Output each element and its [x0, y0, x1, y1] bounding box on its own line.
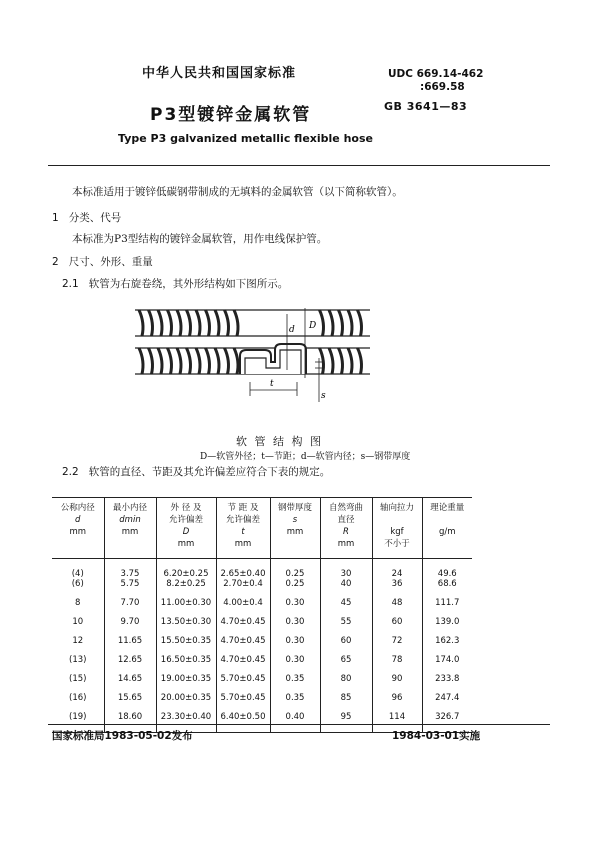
dim-label-d: d — [289, 325, 295, 335]
winding-stroke — [177, 348, 181, 374]
cell-weight: 139.0 — [422, 617, 472, 636]
cell-strip-thickness: 0.30 — [270, 617, 320, 636]
winding-stroke — [158, 348, 162, 374]
section-2-heading — [52, 254, 153, 269]
winding-stroke — [358, 348, 362, 374]
section-1-number: 1 — [52, 212, 59, 224]
cell-strip-thickness: 0.25 — [270, 579, 320, 598]
cell-strip-thickness: 0.30 — [270, 655, 320, 674]
cell-outer-diameter: 13.50±0.30 — [156, 617, 216, 636]
cell-outer-diameter: 23.30±0.40 — [156, 712, 216, 733]
cell-min-id: 3.75 — [104, 559, 156, 580]
cell-nominal-id: (6) — [71, 579, 84, 589]
col-header-nominal-id: 公称内径 d mm — [60, 503, 95, 537]
winding-stroke — [234, 310, 238, 336]
cell-outer-diameter: 11.00±0.30 — [156, 598, 216, 617]
clause-2-1-number: 2.1 — [62, 278, 79, 290]
winding-stroke — [320, 310, 324, 336]
cell-weight: 162.3 — [422, 636, 472, 655]
cell-weight: 68.6 — [422, 579, 472, 598]
dim-label-D: D — [309, 321, 317, 331]
footer-divider — [48, 724, 550, 725]
table-row — [52, 655, 472, 674]
cell-min-id: 15.65 — [104, 693, 156, 712]
table-row — [52, 579, 472, 598]
udc-code-line2: :669.58 — [420, 81, 465, 93]
cell-weight: 326.7 — [422, 712, 472, 733]
clause-2-2 — [62, 464, 330, 479]
winding-stroke — [348, 348, 352, 374]
issue-date: 国家标准局1983-05-02发布 — [52, 730, 193, 742]
clause-2-1-text: 软管为右旋卷绕，其外形结构如下图所示。 — [88, 278, 289, 290]
cell-pitch: 4.70±0.45 — [216, 617, 270, 636]
winding-stroke — [168, 348, 172, 374]
table-row — [52, 559, 472, 580]
cell-bend-diameter: 60 — [320, 636, 372, 655]
winding-stroke — [234, 348, 238, 374]
section-1-body: 本标准为P3型结构的镀锌金属软管，用作电线保护管。 — [72, 233, 328, 245]
cell-min-id: 12.65 — [104, 655, 156, 674]
cell-pitch: 2.65±0.40 — [216, 559, 270, 580]
col-header-pitch: 节 距 及 允许偏差 t mm — [216, 498, 270, 559]
col-header-min-id: 最小内径 dmin mm — [104, 498, 156, 559]
cell-bend-diameter: 85 — [320, 693, 372, 712]
winding-stroke — [206, 348, 210, 374]
winding-stroke — [177, 310, 181, 336]
cell-outer-diameter: 19.00±0.35 — [156, 674, 216, 693]
cell-nominal-id: 10 — [72, 617, 84, 627]
winding-stroke — [320, 348, 324, 374]
figure-legend: D—软管外径；t—节距；d—软管内径；s—钢带厚度 — [200, 452, 411, 462]
winding-stroke — [149, 310, 153, 336]
dim-label-t: t — [270, 379, 274, 389]
issuing-body-title: 中华人民共和国国家标准 — [142, 66, 297, 81]
cell-bend-diameter: 80 — [320, 674, 372, 693]
cell-bend-diameter: 65 — [320, 655, 372, 674]
cell-outer-diameter: 6.20±0.25 — [156, 559, 216, 580]
cell-min-id: 5.75 — [104, 579, 156, 598]
cell-min-id: 14.65 — [104, 674, 156, 693]
cell-axial-tension: 90 — [372, 674, 422, 693]
cell-strip-thickness: 0.35 — [270, 674, 320, 693]
winding-stroke — [215, 310, 219, 336]
cell-axial-tension: 78 — [372, 655, 422, 674]
cell-pitch: 4.00±0.4 — [216, 598, 270, 617]
cell-outer-diameter: 8.2±0.25 — [156, 579, 216, 598]
implementation-date: 1984-03-01实施 — [392, 730, 481, 742]
section-2-number: 2 — [52, 256, 59, 268]
winding-stroke — [339, 310, 343, 336]
cell-strip-thickness: 0.30 — [270, 598, 320, 617]
winding-stroke — [339, 348, 343, 374]
winding-stroke — [168, 310, 172, 336]
cell-weight: 111.7 — [422, 598, 472, 617]
winding-stroke — [187, 310, 191, 336]
cell-axial-tension: 60 — [372, 617, 422, 636]
cell-strip-thickness: 0.40 — [270, 712, 320, 733]
cell-min-id: 7.70 — [104, 598, 156, 617]
winding-stroke — [196, 310, 200, 336]
cell-pitch: 5.70±0.45 — [216, 693, 270, 712]
table-row — [52, 636, 472, 655]
cell-bend-diameter: 45 — [320, 598, 372, 617]
winding-stroke — [187, 348, 191, 374]
table-header-row — [52, 498, 472, 559]
cell-weight: 233.8 — [422, 674, 472, 693]
table-row — [52, 617, 472, 636]
winding-stroke — [196, 348, 200, 374]
cell-bend-diameter: 55 — [320, 617, 372, 636]
col-header-axial-tension: 轴向拉力 kgf 不小于 — [372, 498, 422, 559]
winding-stroke — [225, 310, 229, 336]
cell-nominal-id: 12 — [72, 636, 84, 646]
cell-nominal-id: (16) — [69, 693, 87, 703]
cell-bend-diameter: 30 — [320, 559, 372, 580]
winding-stroke — [215, 348, 219, 374]
winding-stroke — [358, 310, 362, 336]
winding-stroke — [225, 348, 229, 374]
cell-pitch: 6.40±0.50 — [216, 712, 270, 733]
cell-strip-thickness: 0.25 — [270, 559, 320, 580]
table-row — [52, 674, 472, 693]
winding-stroke — [158, 310, 162, 336]
dim-label-s: s — [321, 391, 326, 401]
cell-bend-diameter: 40 — [320, 579, 372, 598]
winding-stroke — [139, 310, 143, 336]
cell-outer-diameter: 16.50±0.35 — [156, 655, 216, 674]
table-row — [52, 693, 472, 712]
section-2-title: 尺寸、外形、重量 — [68, 256, 153, 268]
cell-axial-tension: 48 — [372, 598, 422, 617]
scope-paragraph: 本标准适用于镀锌低碳钢带制成的无填料的金属软管（以下简称软管）。 — [72, 186, 403, 198]
cell-outer-diameter: 15.50±0.35 — [156, 636, 216, 655]
cell-pitch: 4.70±0.45 — [216, 636, 270, 655]
col-header-strip-thickness: 钢带厚度 s mm — [270, 498, 320, 559]
cell-bend-diameter: 95 — [320, 712, 372, 733]
cell-weight: 174.0 — [422, 655, 472, 674]
col-header-bend-diameter: 自然弯曲 直径 R mm — [320, 498, 372, 559]
cell-min-id: 18.60 — [104, 712, 156, 733]
cell-min-id: 11.65 — [104, 636, 156, 655]
table-row — [52, 598, 472, 617]
winding-stroke — [149, 348, 153, 374]
cell-outer-diameter: 20.00±0.35 — [156, 693, 216, 712]
winding-stroke — [329, 310, 333, 336]
cell-axial-tension: 36 — [372, 579, 422, 598]
udc-code-line1: UDC 669.14-462 — [388, 68, 484, 80]
cell-axial-tension: 96 — [372, 693, 422, 712]
document-title-cn: P3型镀锌金属软管 — [150, 105, 312, 125]
winding-stroke — [348, 310, 352, 336]
spec-table — [52, 497, 472, 733]
winding-stroke — [139, 348, 143, 374]
header-divider — [48, 165, 550, 166]
cell-nominal-id: (19) — [69, 712, 87, 722]
col-header-weight: 理论重量 g/m — [422, 498, 472, 559]
section-1-heading — [52, 210, 121, 225]
cell-pitch: 5.70±0.45 — [216, 674, 270, 693]
cell-axial-tension: 72 — [372, 636, 422, 655]
clause-2-1 — [62, 276, 288, 291]
cell-weight: 247.4 — [422, 693, 472, 712]
winding-stroke — [206, 310, 210, 336]
cell-axial-tension: 24 — [372, 559, 422, 580]
figure-caption: 软 管 结 构 图 — [236, 435, 323, 448]
standard-number: GB 3641—83 — [384, 100, 468, 113]
hose-structure-figure — [125, 298, 380, 413]
cell-strip-thickness: 0.35 — [270, 693, 320, 712]
cell-pitch: 2.70±0.4 — [216, 579, 270, 598]
clause-2-2-number: 2.2 — [62, 466, 79, 478]
cell-nominal-id: (15) — [69, 674, 87, 684]
clause-2-2-text: 软管的直径、节距及其允许偏差应符合下表的规定。 — [88, 466, 331, 478]
cell-weight: 49.6 — [422, 559, 472, 580]
document-title-en: Type P3 galvanized metallic flexible hose — [118, 132, 373, 145]
cell-pitch: 4.70±0.45 — [216, 655, 270, 674]
cell-nominal-id: 8 — [75, 598, 81, 608]
col-header-outer-diameter: 外 径 及 允许偏差 D mm — [156, 498, 216, 559]
winding-stroke — [329, 348, 333, 374]
cell-nominal-id: (13) — [69, 655, 87, 665]
cell-axial-tension: 114 — [372, 712, 422, 733]
cell-strip-thickness: 0.30 — [270, 636, 320, 655]
cell-nominal-id: (4) — [71, 569, 84, 579]
cell-min-id: 9.70 — [104, 617, 156, 636]
section-1-title: 分类、代号 — [68, 212, 122, 224]
